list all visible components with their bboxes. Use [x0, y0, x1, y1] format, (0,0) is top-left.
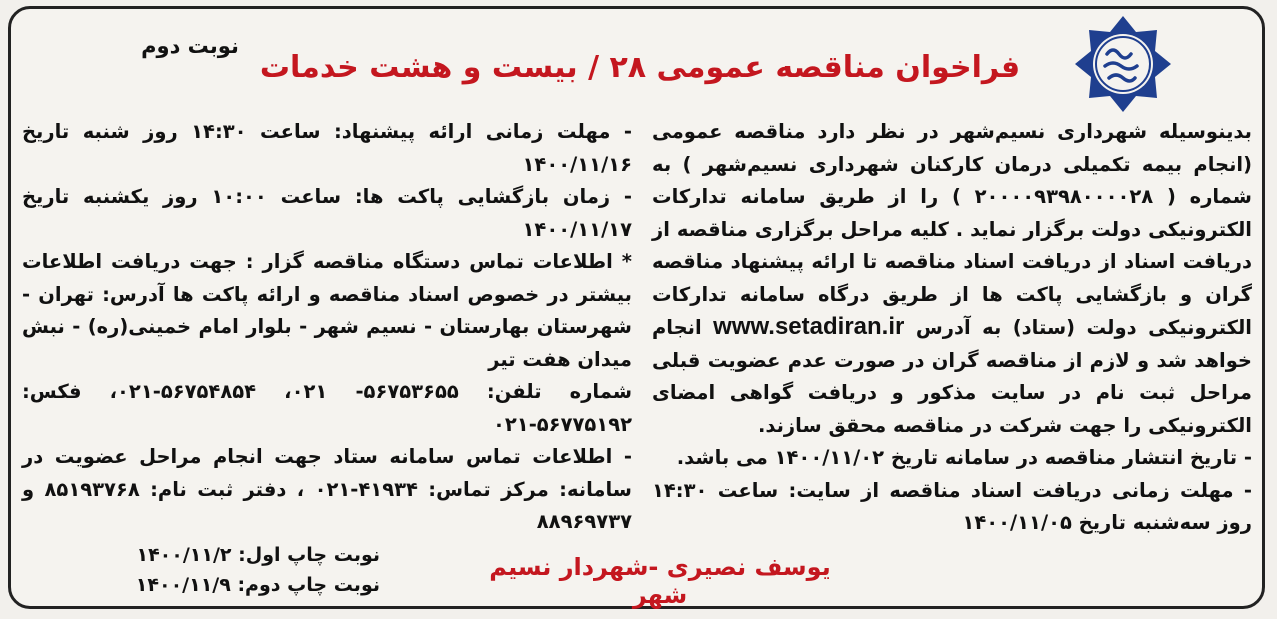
- contact-text: * اطلاعات تماس دستگاه مناقصه گزار : جهت دریافت اطلاعات بیشتر در خصوص اسناد مناقصه و ارائه پاکت ها آدرس: تهران - شهرستان بهارستان - نسیم شهر - بلوار امام خمینی(ره) - نبش میدان هفت تیر: [22, 250, 632, 371]
- notice-title: فراخوان مناقصه عمومی ۲۸ / بیست و هشت خدمات: [259, 50, 1021, 85]
- publish-date-text: - تاریخ انتشار مناقصه در سامانه تاریخ ۱۴۰۰/۱۱/۰۲ می باشد.: [676, 446, 1252, 469]
- first-print-date: نوبت چاپ اول: ۱۴۰۰/۱۱/۲: [136, 544, 380, 566]
- print-dates: [120, 540, 380, 600]
- intro-text: بدینوسیله شهرداری نسیم‌شهر در نظر دارد مناقصه عمومی (انجام بیمه تکمیلی درمان کارکنان شهرداری نسیم‌شهر ) به شماره ( ۲۰۰۰۰۹۳۹۸۰۰۰۰۲۸ ) را از طریق سامانه تدارکات الکترونیکی دولت برگزار نماید . کلیه مراحل برگزاری مناقصه از دریافت اسناد از دریافت اسناد مناقصه تا ارائه پیشنهاد مناقصه گران و بازگشایی پاکت ها از طریق درگاه سامانه تدارکات الکترونیکی دولت (ستاد) به آدرس: [652, 120, 1252, 339]
- round-label: نوبت دوم: [141, 34, 239, 58]
- bid-deadline-text: - مهلت زمانی ارائه پیشنهاد: ساعت ۱۴:۳۰ روز شنبه تاریخ ۱۴۰۰/۱۱/۱۶: [22, 120, 632, 176]
- phones-text: شماره تلفن: ۵۶۷۵۳۶۵۵- ۰۲۱، ۵۶۷۵۴۸۵۴-۰۲۱، فکس: ۵۶۷۷۵۱۹۲-۰۲۱: [22, 380, 632, 436]
- details-column: [22, 116, 632, 539]
- setad-contact-text: - اطلاعات تماس سامانه ستاد جهت انجام مراحل عضویت در سامانه: مرکز تماس: ۴۱۹۳۴-۰۲۱ ، دفتر ثبت نام: ۸۵۱۹۳۷۶۸ و ۸۸۹۶۹۷۳۷: [22, 445, 632, 533]
- mayor-signature: یوسف نصیری -شهردار نسیم شهر: [489, 553, 831, 609]
- setad-url-link[interactable]: www.setadiran.ir: [713, 313, 905, 340]
- intro-paragraph: [652, 116, 1252, 442]
- opening-time-text: - زمان بازگشایی پاکت ها: ساعت ۱۰:۰۰ روز یکشنبه تاریخ ۱۴۰۰/۱۱/۱۷: [22, 185, 632, 241]
- municipality-logo: [1068, 14, 1178, 114]
- intro-column: [652, 116, 1252, 540]
- second-print-date: نوبت چاپ دوم: ۱۴۰۰/۱۱/۹: [135, 574, 380, 596]
- doc-deadline-text: - مهلت زمانی دریافت اسناد مناقصه از سایت: ساعت ۱۴:۳۰ روز سه‌شنبه تاریخ ۱۴۰۰/۱۱/۰۵: [652, 478, 1252, 534]
- intro-text-end: انجام خواهد شد و لازم از مناقصه گران در صورت عدم عضویت قبلی مراحل ثبت نام در سایت مذکور و دریافت گواهی امضای الکترونیکی را جهت شرکت در مناقصه محقق سازند.: [652, 316, 1252, 437]
